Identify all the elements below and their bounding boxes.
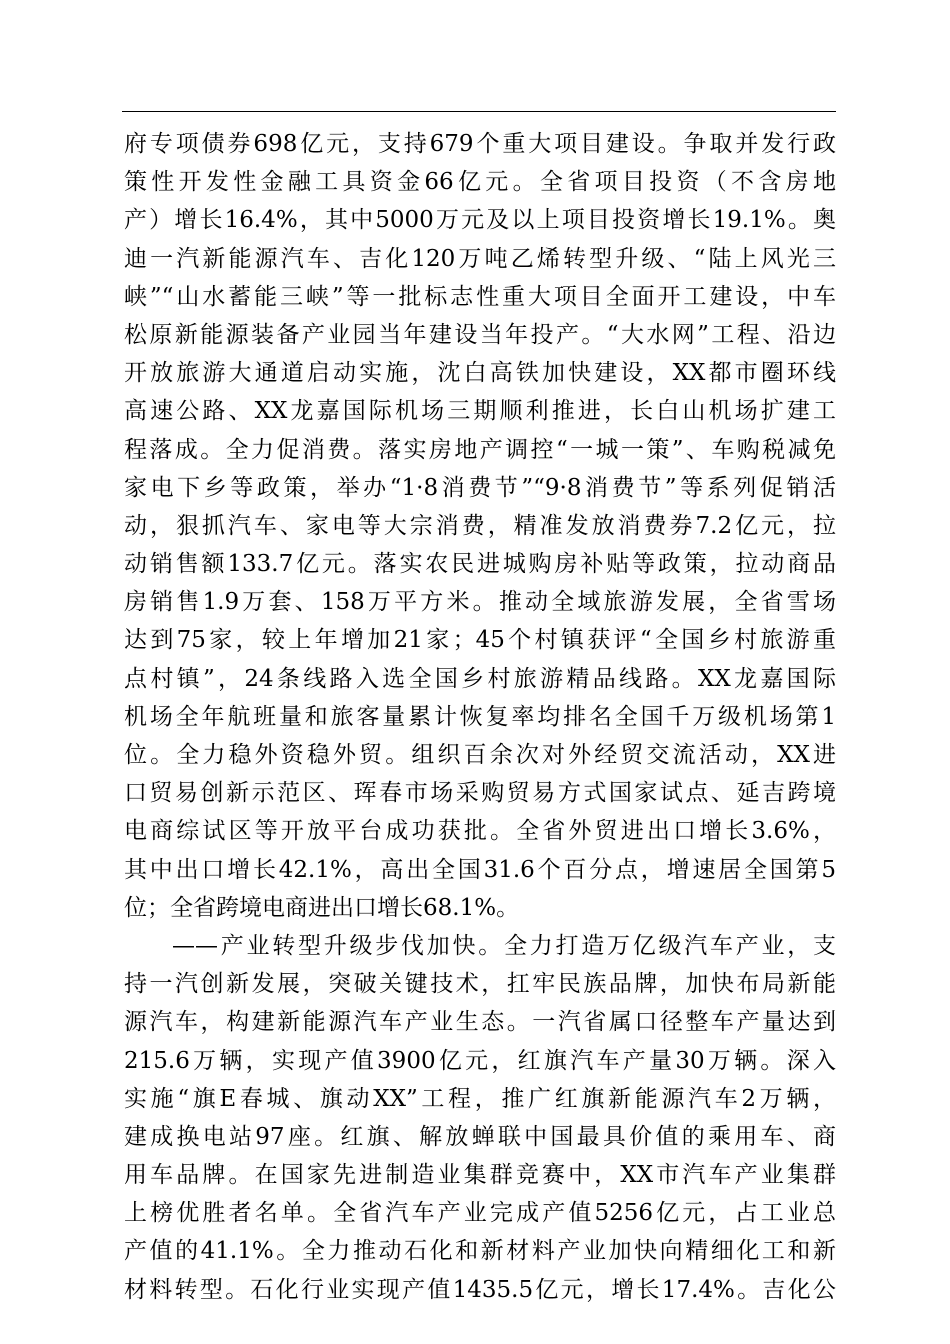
text-line: 源汽车，构建新能源汽车产业生态。一汽省属口径整车产量达到 <box>124 1009 836 1036</box>
text-line: 点村镇”，24条线路入选全国乡村旅游精品线路。XX龙嘉国际 <box>124 665 836 692</box>
text-line: 迪一汽新能源汽车、吉化120万吨乙烯转型升级、“陆上风光三 <box>124 245 836 272</box>
header-rule <box>122 111 836 112</box>
text-line: 215.6万辆，实现产值3900亿元，红旗汽车产量30万辆。深入 <box>124 1047 836 1074</box>
text-line: 材料转型。石化行业实现产值1435.5亿元，增长17.4%。吉化公 <box>124 1276 836 1303</box>
text-line: 建成换电站97座。红旗、解放蝉联中国最具价值的乘用车、商 <box>124 1123 836 1150</box>
text-line: 口贸易创新示范区、珲春市场采购贸易方式国家试点、延吉跨境 <box>124 780 836 807</box>
text-line: 上榜优胜者名单。全省汽车产业完成产值5256亿元，占工业总 <box>124 1200 836 1227</box>
text-line: 持一汽创新发展，突破关键技术，扛牢民族品牌，加快布局新能 <box>124 971 836 998</box>
text-line: 其中出口增长42.1%，高出全国31.6个百分点，增速居全国第5 <box>124 856 836 883</box>
text-line: 达到75家，较上年增加21家；45个村镇获评“全国乡村旅游重 <box>124 627 836 654</box>
text-line: 位。全力稳外资稳外贸。组织百余次对外经贸交流活动，XX进 <box>124 742 836 768</box>
text-line: 松原新能源装备产业园当年建设当年投产。“大水网”工程、沿边 <box>124 321 836 348</box>
text-line: 实施“旗E春城、旗动XX”工程，推广红旗新能源汽车2万辆， <box>124 1085 836 1112</box>
text-line: 位；全省跨境电商进出口增长68.1%。 <box>124 894 520 921</box>
text-line: 家电下乡等政策，举办“1·8消费节”“9·8消费节”等系列促销活 <box>124 474 836 501</box>
text-line: 机场全年航班量和旅客量累计恢复率均排名全国千万级机场第1 <box>124 703 836 730</box>
text-line: 峡”“山水蓄能三峡”等一批标志性重大项目全面开工建设，中车 <box>124 283 836 310</box>
text-line: 开放旅游大通道启动实施，沈白高铁加快建设，XX都市圈环线 <box>124 360 836 387</box>
text-line: 程落成。全力促消费。落实房地产调控“一城一策”、车购税减免 <box>124 436 836 463</box>
text-line: 府专项债券698亿元，支持679个重大项目建设。争取并发行政 <box>124 131 836 157</box>
body-text <box>124 125 836 1309</box>
text-line: 高速公路、XX龙嘉国际机场三期顺利推进，长白山机场扩建工 <box>124 398 836 425</box>
text-line: 用车品牌。在国家先进制造业集群竞赛中，XX市汽车产业集群 <box>124 1162 836 1189</box>
text-line: 产）增长16.4%，其中5000万元及以上项目投资增长19.1%。奥 <box>124 207 836 234</box>
text-line: 电商综试区等开放平台成功获批。全省外贸进出口增长3.6%， <box>124 818 836 845</box>
text-line: 动销售额133.7亿元。落实农民进城购房补贴等政策，拉动商品 <box>124 551 836 578</box>
text-line: 策性开发性金融工具资金66亿元。全省项目投资（不含房地 <box>124 169 836 196</box>
paragraph-start-line: ——产业转型升级步伐加快。全力打造万亿级汽车产业，支 <box>172 932 836 959</box>
text-line: 产值的41.1%。全力推动石化和新材料产业加快向精细化工和新 <box>124 1238 836 1265</box>
text-line: 动，狠抓汽车、家电等大宗消费，精准发放消费券7.2亿元，拉 <box>124 512 836 539</box>
text-line: 房销售1.9万套、158万平方米。推动全域旅游发展，全省雪场 <box>124 589 836 616</box>
